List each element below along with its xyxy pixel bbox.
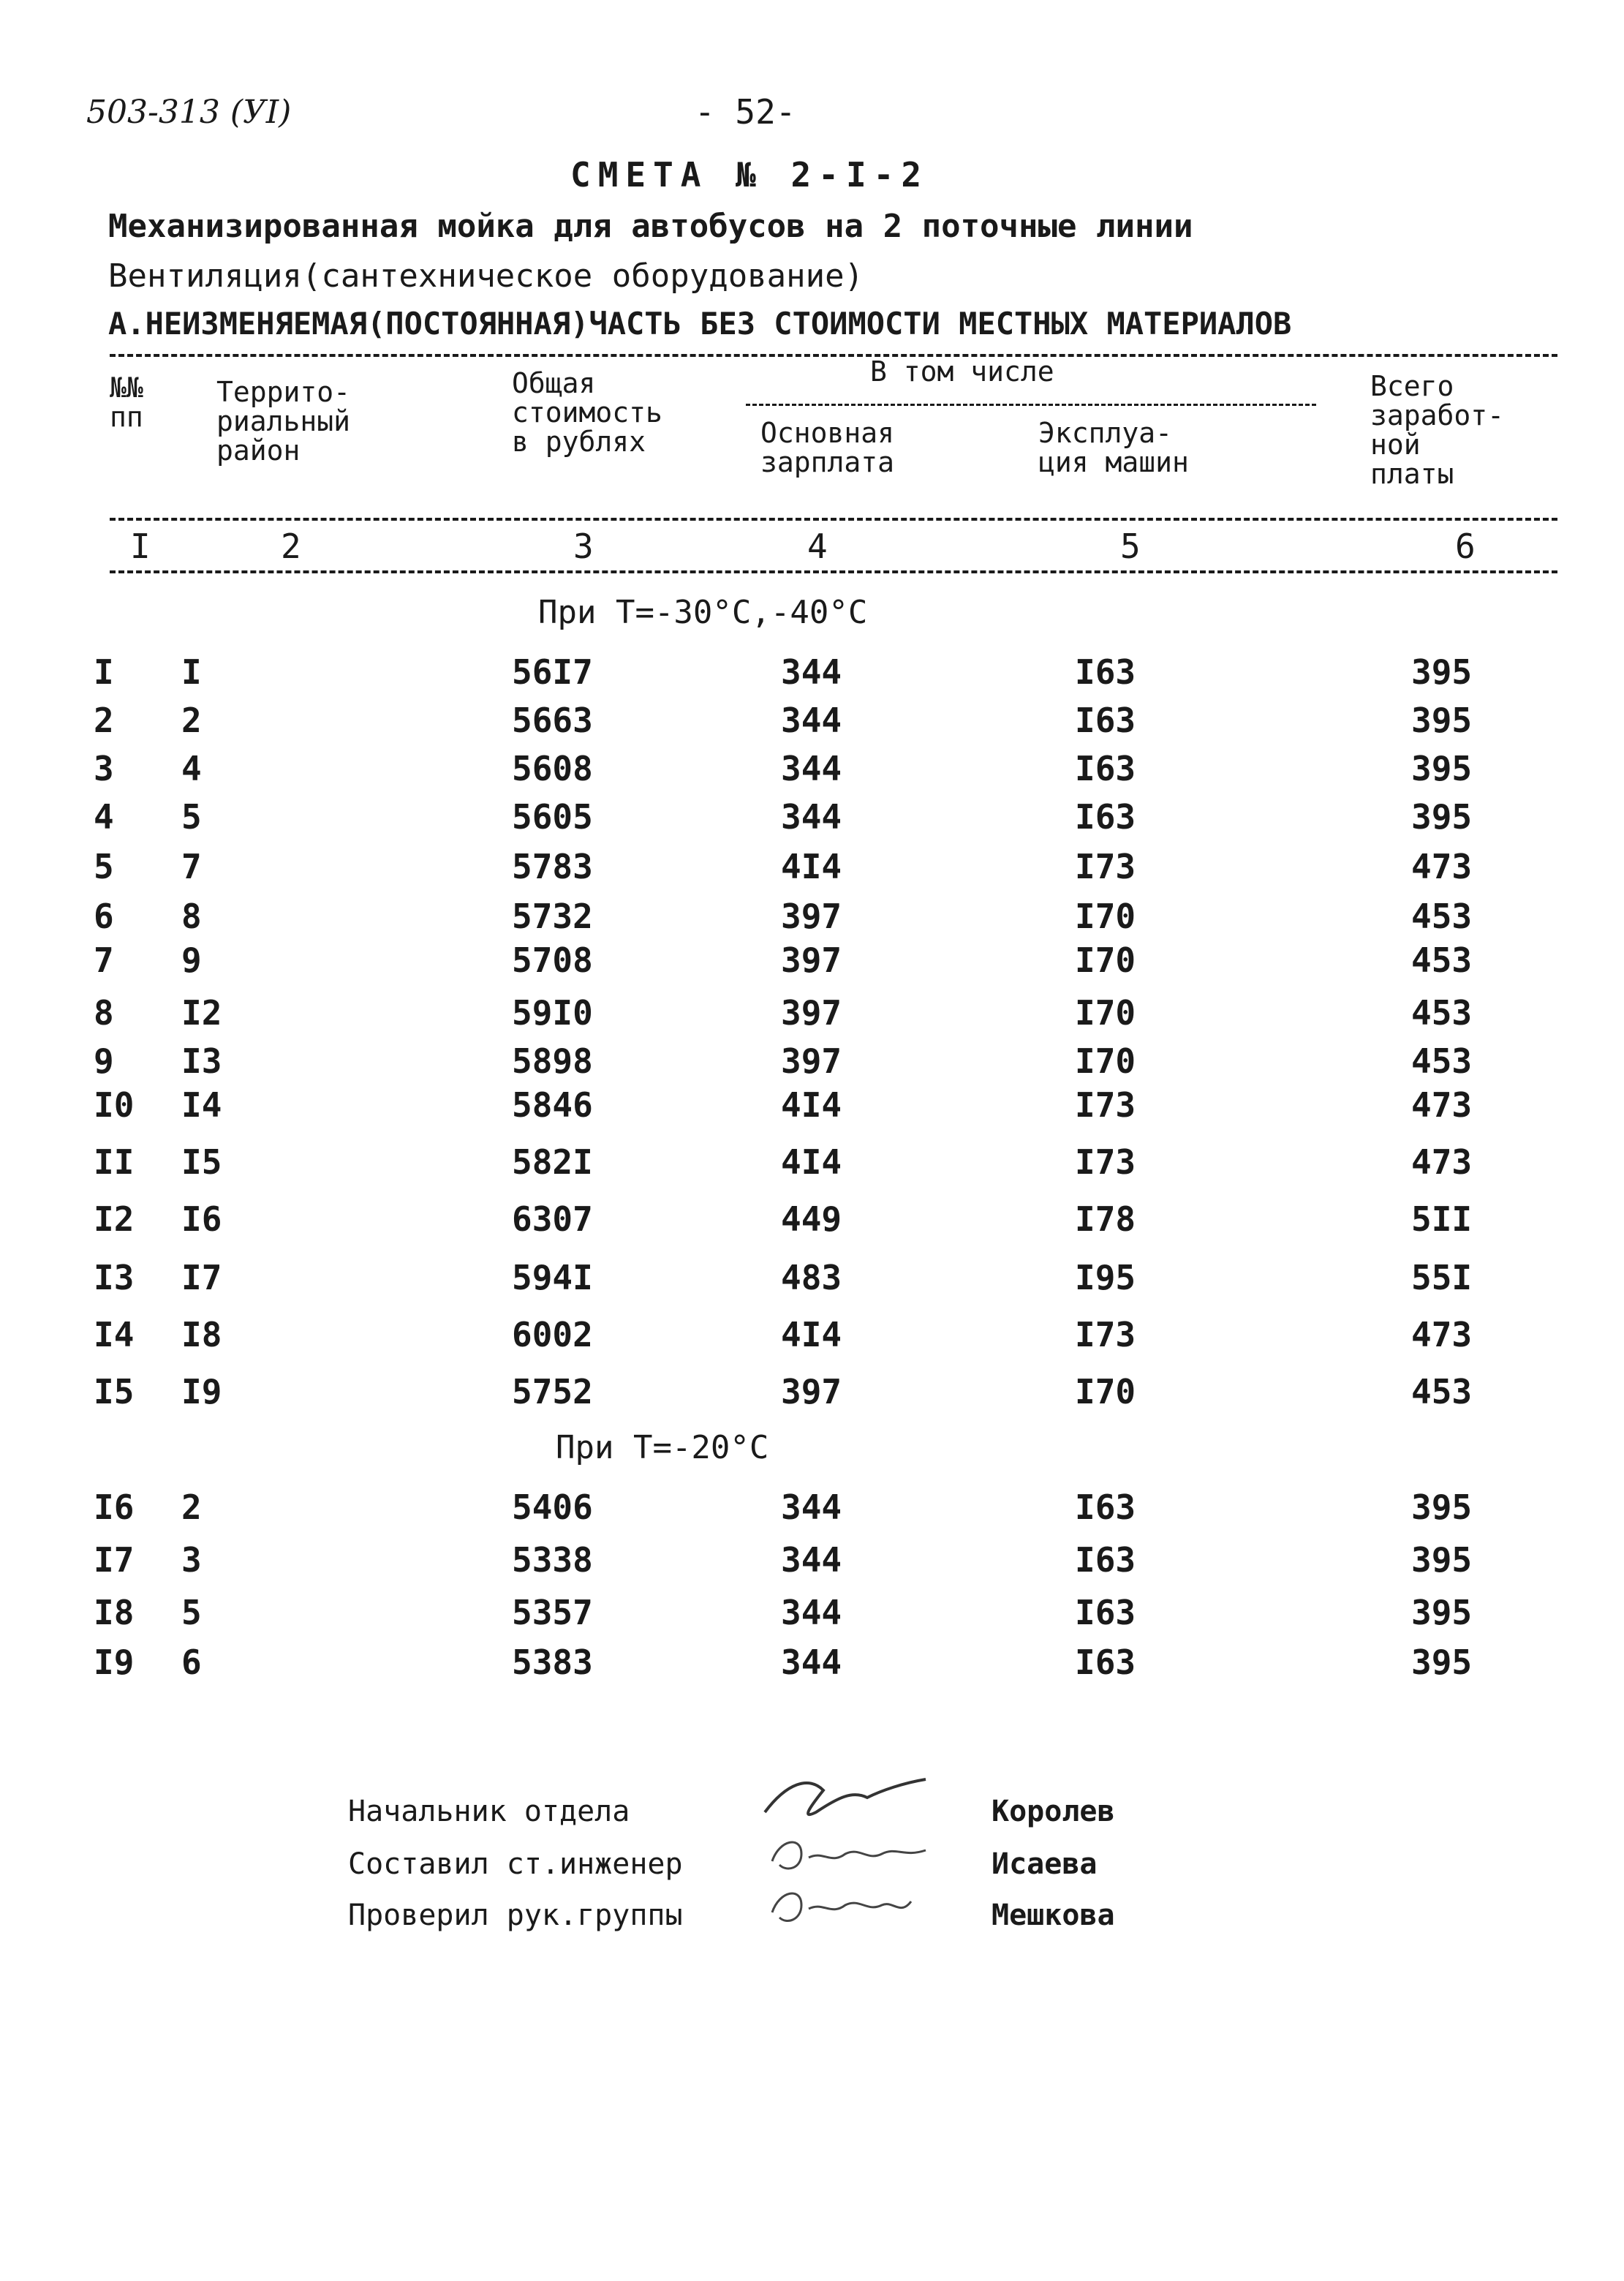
cell-row-number: 9 <box>94 1041 114 1081</box>
cell-total-cost: 5383 <box>512 1643 593 1682</box>
cell-district: 6 <box>181 1643 202 1682</box>
cell-total-wages: 55I <box>1411 1258 1473 1297</box>
column-number-5: 5 <box>1120 527 1141 566</box>
cell-row-number: 7 <box>94 940 114 980</box>
cell-base-salary: 344 <box>781 1488 842 1527</box>
table-row <box>0 1142 1624 1191</box>
handwritten-signature-icon <box>758 1872 992 1931</box>
cell-total-wages: 395 <box>1411 797 1473 837</box>
cell-row-number: I8 <box>94 1593 135 1632</box>
cell-machine-operation: I73 <box>1075 1085 1136 1125</box>
section-heading-30-40: При Т=-30°С,-40°С <box>538 594 868 631</box>
cell-total-wages: 395 <box>1411 701 1473 740</box>
cell-base-salary: 449 <box>781 1199 842 1239</box>
table-row <box>0 940 1624 989</box>
cell-total-wages: 453 <box>1411 897 1473 936</box>
table-top-rule <box>110 354 1557 357</box>
section-heading-20: При Т=-20°С <box>556 1429 769 1466</box>
cell-base-salary: 344 <box>781 797 842 837</box>
cell-machine-operation: I70 <box>1075 940 1136 980</box>
cell-total-wages: 473 <box>1411 1142 1473 1182</box>
cell-machine-operation: I63 <box>1075 749 1136 788</box>
group-sub-rule <box>746 404 1316 406</box>
cell-machine-operation: I63 <box>1075 652 1136 692</box>
cell-machine-operation: I78 <box>1075 1199 1136 1239</box>
cell-base-salary: 4I4 <box>781 1315 842 1354</box>
table-row <box>0 1488 1624 1536</box>
cell-total-cost: 5338 <box>512 1540 593 1580</box>
table-row <box>0 797 1624 845</box>
cell-base-salary: 344 <box>781 1593 842 1632</box>
cell-total-cost: 56I7 <box>512 652 593 692</box>
signature-name: Мешкова <box>992 1899 1115 1932</box>
cell-total-cost: 5663 <box>512 701 593 740</box>
cell-district: I6 <box>181 1199 222 1239</box>
cell-total-cost: 5708 <box>512 940 593 980</box>
header-including: В том числе <box>870 355 1054 388</box>
cell-district: 4 <box>181 749 202 788</box>
table-row <box>0 1593 1624 1641</box>
cell-machine-operation: I73 <box>1075 1315 1136 1354</box>
cell-total-cost: 5608 <box>512 749 593 788</box>
cell-total-wages: 453 <box>1411 1372 1473 1411</box>
column-numbers-rule <box>110 570 1557 573</box>
cell-row-number: 8 <box>94 993 114 1033</box>
table-row <box>0 701 1624 749</box>
column-number-2: 2 <box>281 527 301 566</box>
cell-base-salary: 397 <box>781 1041 842 1081</box>
estimate-part: А.НЕИЗМЕНЯЕМАЯ(ПОСТОЯННАЯ)ЧАСТЬ БЕЗ СТОИМОСТИ МЕСТНЫХ МАТЕРИАЛОВ <box>108 306 1292 342</box>
cell-district: I2 <box>181 993 222 1033</box>
cell-total-cost: 5605 <box>512 797 593 837</box>
table-row <box>0 749 1624 797</box>
signature-name: Исаева <box>992 1847 1098 1881</box>
cell-total-wages: 473 <box>1411 847 1473 886</box>
cell-total-wages: 395 <box>1411 1540 1473 1580</box>
cell-total-wages: 473 <box>1411 1315 1473 1354</box>
table-row <box>0 993 1624 1041</box>
cell-district: I7 <box>181 1258 222 1297</box>
cell-total-cost: 6002 <box>512 1315 593 1354</box>
cell-total-cost: 6307 <box>512 1199 593 1239</box>
cell-total-cost: 5357 <box>512 1593 593 1632</box>
cell-base-salary: 483 <box>781 1258 842 1297</box>
table-row <box>0 652 1624 701</box>
cell-machine-operation: I73 <box>1075 1142 1136 1182</box>
cell-base-salary: 4I4 <box>781 847 842 886</box>
cell-row-number: II <box>94 1142 135 1182</box>
cell-total-wages: 453 <box>1411 940 1473 980</box>
table-row <box>0 1540 1624 1588</box>
cell-row-number: I7 <box>94 1540 135 1580</box>
cell-row-number: I2 <box>94 1199 135 1239</box>
table-row <box>0 1085 1624 1134</box>
cell-total-wages: 395 <box>1411 1488 1473 1527</box>
handwritten-signature-icon <box>758 1768 992 1827</box>
cell-base-salary: 344 <box>781 749 842 788</box>
cell-district: 3 <box>181 1540 202 1580</box>
handwritten-signature-icon <box>758 1821 992 1880</box>
cell-base-salary: 397 <box>781 993 842 1033</box>
cell-row-number: I9 <box>94 1643 135 1682</box>
header-territorial-district: Террито- риальный район <box>216 376 351 467</box>
cell-district: I8 <box>181 1315 222 1354</box>
header-base-salary: Основная зарплата <box>760 417 895 478</box>
cell-machine-operation: I63 <box>1075 1593 1136 1632</box>
cell-row-number: 6 <box>94 897 114 936</box>
header-row-number: №№ пп <box>110 372 143 433</box>
estimate-subject: Механизированная мойка для автобусов на 2 поточные линии <box>108 208 1193 245</box>
cell-total-wages: 395 <box>1411 1643 1473 1682</box>
cell-total-wages: 395 <box>1411 1593 1473 1632</box>
cell-row-number: I3 <box>94 1258 135 1297</box>
cell-machine-operation: I63 <box>1075 701 1136 740</box>
signature-line-head-of-department <box>348 1795 1115 1828</box>
header-bottom-rule <box>110 518 1557 521</box>
cell-base-salary: 397 <box>781 940 842 980</box>
cell-district: 7 <box>181 847 202 886</box>
table-row <box>0 1258 1624 1306</box>
cell-base-salary: 4I4 <box>781 1142 842 1182</box>
page-number: - 52- <box>695 92 796 132</box>
table-row <box>0 847 1624 895</box>
cell-total-wages: 453 <box>1411 993 1473 1033</box>
cell-machine-operation: I63 <box>1075 797 1136 837</box>
cell-row-number: I4 <box>94 1315 135 1354</box>
cell-row-number: I0 <box>94 1085 135 1125</box>
cell-base-salary: 344 <box>781 1643 842 1682</box>
cell-district: 2 <box>181 1488 202 1527</box>
cell-total-cost: 582I <box>512 1142 593 1182</box>
cell-row-number: 2 <box>94 701 114 740</box>
document-code: 503-313 (УI) <box>86 94 292 131</box>
cell-total-wages: 395 <box>1411 749 1473 788</box>
cell-base-salary: 344 <box>781 1540 842 1580</box>
signature-line-senior-engineer <box>348 1847 1098 1881</box>
cell-district: I <box>181 652 202 692</box>
cell-machine-operation: I73 <box>1075 847 1136 886</box>
cell-row-number: I <box>94 652 114 692</box>
cell-row-number: I6 <box>94 1488 135 1527</box>
column-number-1: I <box>130 527 151 566</box>
signature-role: Начальник отдела <box>348 1795 630 1828</box>
cell-total-cost: 5752 <box>512 1372 593 1411</box>
cell-district: I5 <box>181 1142 222 1182</box>
table-row <box>0 1315 1624 1363</box>
cell-total-wages: 453 <box>1411 1041 1473 1081</box>
cell-base-salary: 397 <box>781 1372 842 1411</box>
table-row <box>0 897 1624 945</box>
header-total-wages: Всего заработ- ной платы <box>1370 370 1505 490</box>
table-row <box>0 1372 1624 1420</box>
cell-row-number: 4 <box>94 797 114 837</box>
cell-machine-operation: I70 <box>1075 993 1136 1033</box>
cell-base-salary: 344 <box>781 701 842 740</box>
signature-role: Составил ст.инженер <box>348 1847 683 1881</box>
estimate-title: СМЕТА № 2-I-2 <box>570 155 929 195</box>
cell-machine-operation: I70 <box>1075 897 1136 936</box>
cell-district: 2 <box>181 701 202 740</box>
cell-district: 8 <box>181 897 202 936</box>
cell-base-salary: 397 <box>781 897 842 936</box>
estimate-section: Вентиляция(сантехническое оборудование) <box>108 257 864 295</box>
cell-row-number: 5 <box>94 847 114 886</box>
cell-district: I9 <box>181 1372 222 1411</box>
cell-machine-operation: I63 <box>1075 1540 1136 1580</box>
table-row <box>0 1199 1624 1248</box>
cell-row-number: I5 <box>94 1372 135 1411</box>
signature-name: Королев <box>992 1795 1115 1828</box>
signature-role: Проверил рук.группы <box>348 1899 683 1932</box>
cell-machine-operation: I63 <box>1075 1488 1136 1527</box>
table-row <box>0 1041 1624 1090</box>
cell-district: 9 <box>181 940 202 980</box>
cell-total-cost: 5732 <box>512 897 593 936</box>
cell-base-salary: 344 <box>781 652 842 692</box>
cell-district: 5 <box>181 1593 202 1632</box>
cell-district: I4 <box>181 1085 222 1125</box>
cell-total-wages: 473 <box>1411 1085 1473 1125</box>
cell-total-cost: 5846 <box>512 1085 593 1125</box>
cell-district: 5 <box>181 797 202 837</box>
cell-total-cost: 59I0 <box>512 993 593 1033</box>
cell-total-cost: 5783 <box>512 847 593 886</box>
cell-machine-operation: I70 <box>1075 1372 1136 1411</box>
cell-total-wages: 395 <box>1411 652 1473 692</box>
cell-district: I3 <box>181 1041 222 1081</box>
cell-total-cost: 5406 <box>512 1488 593 1527</box>
cell-total-wages: 5II <box>1411 1199 1473 1239</box>
cell-total-cost: 5898 <box>512 1041 593 1081</box>
column-number-6: 6 <box>1455 527 1476 566</box>
cell-machine-operation: I70 <box>1075 1041 1136 1081</box>
header-total-cost: Общая стоимость в рублях <box>512 367 662 458</box>
cell-row-number: 3 <box>94 749 114 788</box>
column-number-3: 3 <box>573 527 594 566</box>
signature-line-group-leader <box>348 1899 1115 1932</box>
header-machine-operation: Эксплуа- ция машин <box>1038 417 1189 478</box>
table-row <box>0 1643 1624 1691</box>
column-number-4: 4 <box>807 527 828 566</box>
cell-machine-operation: I63 <box>1075 1643 1136 1682</box>
cell-machine-operation: I95 <box>1075 1258 1136 1297</box>
cell-base-salary: 4I4 <box>781 1085 842 1125</box>
cell-total-cost: 594I <box>512 1258 593 1297</box>
